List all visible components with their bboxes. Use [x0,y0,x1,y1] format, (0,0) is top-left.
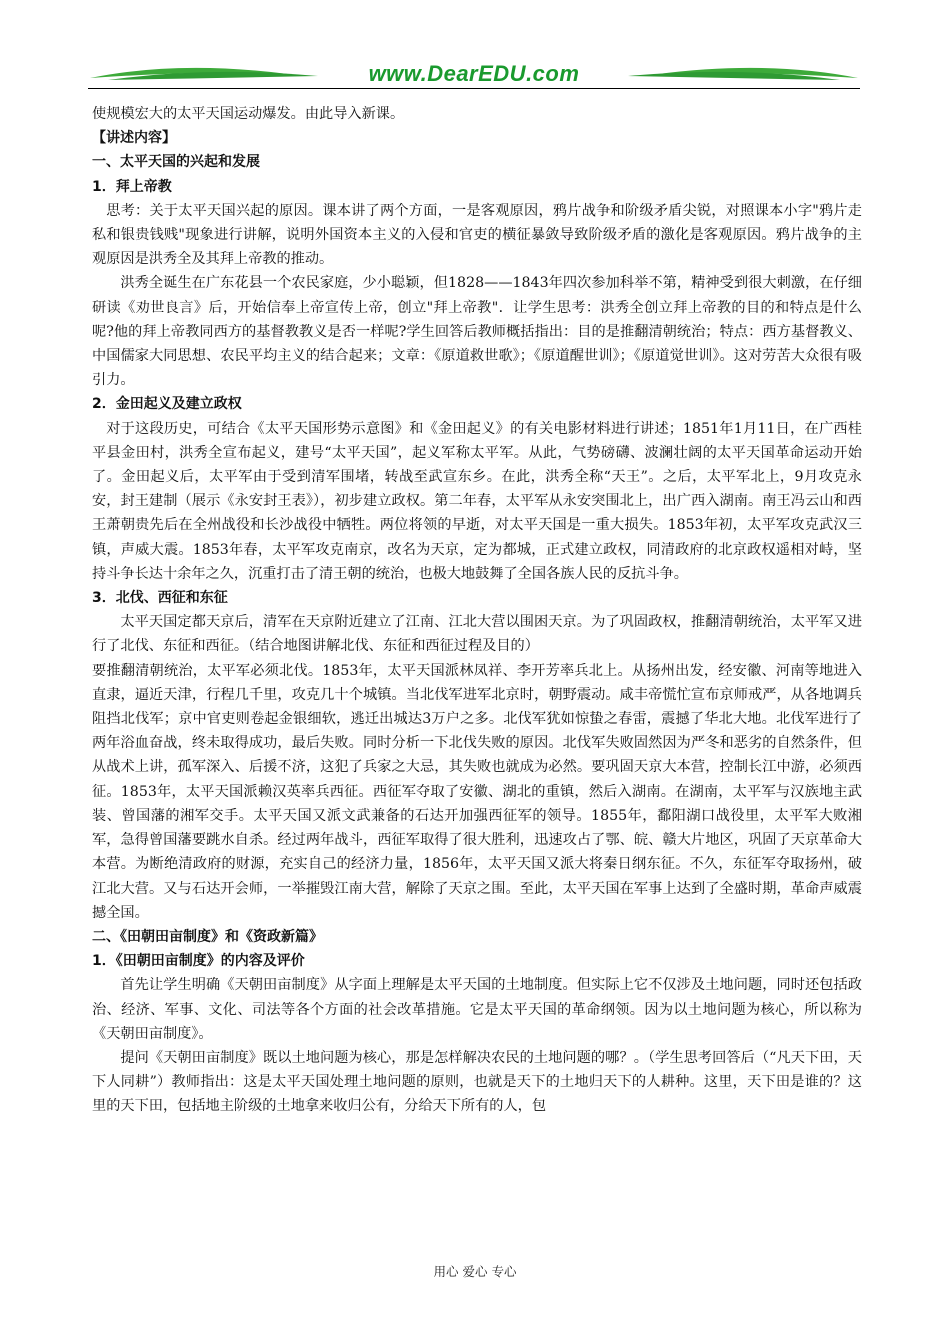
site-logo[interactable]: www.DearEDU.com [368,61,580,86]
header-divider [88,88,860,89]
section-heading: 1．拜上帝教 [92,178,172,195]
paragraph: 提问《天朝田亩制度》既以土地问题为核心，那是怎样解决农民的土地问题的哪？。（学生思考回答后（“凡天下田，天下人同耕”）教师指出：这是太平天国处理土地问题的原则，也就是天下的土地归天下的人耕种。这里，天下田是谁的？这里的天下田，包括地主阶级的土地拿来收归公有，分给天下所有的人，包 [92,1049,862,1115]
paragraph: 洪秀全诞生在广东花县一个农民家庭，少小聪颖，但1828——1843年四次参加科举不第，精神受到很大刺激，在仔细研读《劝世良言》后，开始信奉上帝宣传上帝，创立"拜上帝教"．让学生思考：洪秀全创立拜上帝教的目的和特点是什么呢?他的拜上帝教同西方的基督教教义是否一样呢?学生回答后教师概括指出：目的是推翻清朝统治；特点：西方基督教义、中国儒家大同思想、农民平均主义的结合起来；文章：《原道救世歌》；《原道醒世训》；《原道觉世训》。这对劳苦大众很有吸引力。 [92,275,862,389]
site-header [88,56,860,90]
paragraph: 要推翻清朝统治，太平军必须北伐。1853年，太平天国派林凤祥、李开芳率兵北上。从扬州出发，经安徽、河南等地进入直隶，逼近天津，行程几千里，攻克几十个城镇。当北伐军进军北京时，朝野震动。咸丰帝慌忙宣布京师戒严，从各地调兵阻挡北伐军；京中官吏则卷起金银细软，逃迁出城达3万户之多。北伐军犹如惊蛰之春雷，震撼了华北大地。北伐军进行了两年浴血奋战，终未取得成功，最后失败。同时分析一下北伐失败的原因。北伐军失败固然因为严冬和恶劣的自然条件，但从战术上讲，孤军深入、后援不济，这犯了兵家之大忌，其失败也就成为必然。要巩固天京大本营，控制长江中游，必须西征。1853年，太平天国派赖汉英率兵西征。西征军夺取了安徽、湖北的重镇，然后入湖南。在湖南，太平军与汉族地主武装、曾国藩的湘军交手。太平天国又派文武兼备的石达开加强西征军的领导。1855年，鄱阳湖口战役里，太平军大败湘军，急得曾国藩要跳水自杀。经过两年战斗，西征军取得了很大胜利，迅速攻占了鄂、皖、赣大片地区，巩固了天京革命大本营。为断绝清政府的财源，充实自己的经济力量，1856年，太平天国又派大将秦日纲东征。不久，东征军夺取扬州，破江北大营。又与石达开会师，一举摧毁江南大营，解除了天京之围。至此，太平天国在军事上达到了全盛时期，革命声威震撼全国。 [92,662,862,921]
page-footer: 用心 爱心 专心 [433,1264,517,1279]
paragraph: 首先让学生明确《天朝田亩制度》从字面上理解是太平天国的土地制度。但实际上它不仅涉及土地问题，同时还包括政治、经济、军事、文化、司法等各个方面的社会改革措施。它是太平天国的革命纲领。因为以土地问题为核心，所以称为《天朝田亩制度》。 [92,977,862,1042]
section-heading: 【讲述内容】 [92,130,176,147]
document-body [92,102,862,1119]
paragraph: 对于这段历史，可结合《太平天国形势示意图》和《金田起义》的有关电影材料进行讲述；1851年1月11日，在广西桂平县金田村，洪秀全宣布起义，建号“太平天国”，起义军称太平军。从此，气势磅礴、波澜壮阔的太平天国革命运动开始了。金田起义后，太平军由于受到清军围堵，转战至武宣东乡。在此，洪秀全称“天王”。之后，太平军北上，9月攻克永安，封王建制（展示《永安封王表》），初步建立政权。第二年春，太平军从永安突围北上，出广西入湖南。南王冯云山和西王萧朝贵先后在全州战役和长沙战役中牺牲。两位将领的早逝，对太平天国是一重大损失。1853年初，太平军攻克武汉三镇，声威大震。1853年春，太平军攻克南京，改名为天京，定为都城，正式建立政权，同清政府的北京政权遥相对峙，坚持斗争长达十余年之久，沉重打击了清王朝的统治，也极大地鼓舞了全国各族人民的反抗斗争。 [92,420,862,582]
section-heading: 一、太平天国的兴起和发展 [92,154,260,171]
section-heading: 二、《田朝田亩制度》和《资政新篇》 [92,928,323,945]
section-heading: 2．金田起义及建立政权 [92,396,242,413]
paragraph: 使规模宏大的太平天国运动爆发。由此导入新课。 [92,106,405,122]
section-heading: 3．北伐、西征和东征 [92,590,228,607]
paragraph: 太平天国定都天京后，清军在天京附近建立了江南、江北大营以围困天京。为了巩固政权，推翻清朝统治，太平军又进行了北伐、东征和西征。（结合地图讲解北伐、东征和西征过程及目的） [92,614,862,655]
section-heading: 1．《田朝田亩制度》的内容及评价 [92,953,305,970]
paragraph: 思考：关于太平天国兴起的原因。课本讲了两个方面，一是客观原因，鸦片战争和阶级矛盾尖锐，对照课本小字"鸦片走私和银贵钱贱"现象进行讲解，说明外国资本主义的入侵和官吏的横征暴敛导致阶级矛盾的激化是客观原因。鸦片战争的主观原因是洪秀全及其拜上帝教的推动。 [92,202,862,268]
